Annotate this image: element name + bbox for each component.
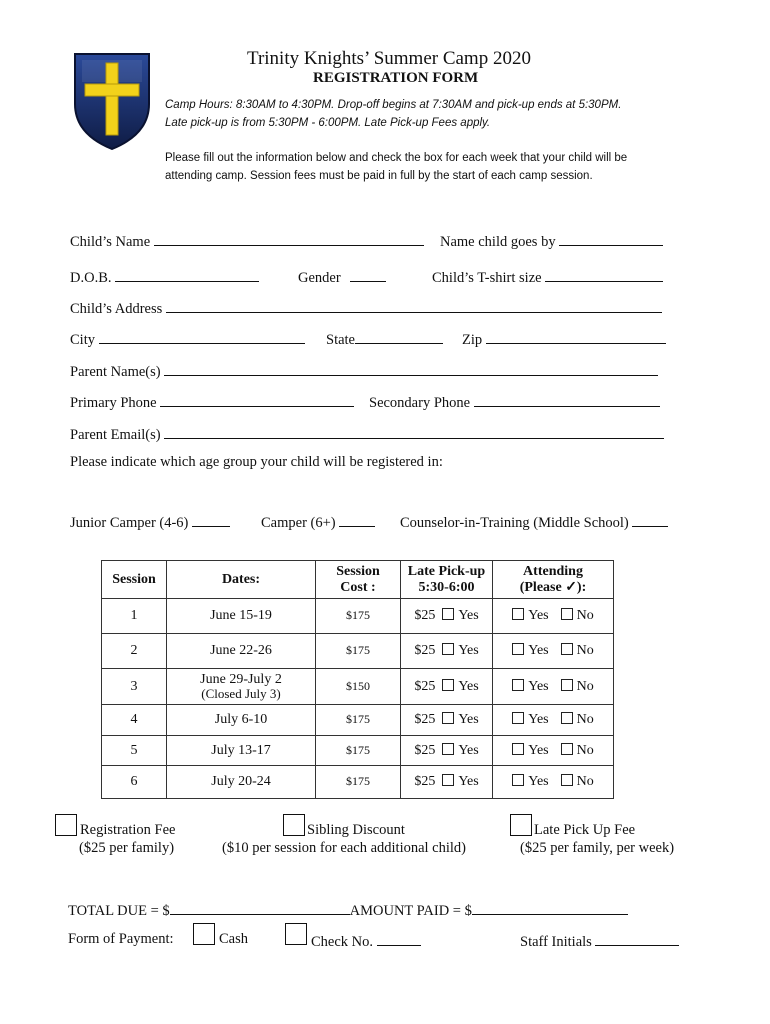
late-pickup-cell xyxy=(401,766,493,799)
instructions-line2: attending camp. Session fees must be paid in full by the start of each camp session. xyxy=(165,170,593,182)
total-due-field[interactable] xyxy=(68,900,628,920)
late-pickup-yes-label: Yes xyxy=(458,774,479,789)
address-line[interactable] xyxy=(166,298,662,313)
attending-cell xyxy=(493,634,614,669)
total-due-line[interactable] xyxy=(170,900,350,915)
parent-emails-line[interactable] xyxy=(164,424,664,439)
sibling-discount-checkbox[interactable] xyxy=(283,814,305,836)
camper-line[interactable] xyxy=(339,512,375,527)
late-pickup-fee: $25 xyxy=(414,712,436,727)
session-dates-cell xyxy=(167,669,316,705)
city-label: City xyxy=(70,332,95,348)
session-number-cell xyxy=(102,599,167,634)
tshirt-label: Child’s T-shirt size xyxy=(432,270,542,286)
session-dates-cell xyxy=(167,705,316,736)
parent-emails-field[interactable] xyxy=(70,424,664,444)
header-attend-line1: Attending xyxy=(523,563,583,579)
header-cost-line2: Cost : xyxy=(340,579,376,595)
cash-checkbox[interactable] xyxy=(193,923,215,945)
city-field[interactable] xyxy=(70,329,305,349)
cit-option[interactable] xyxy=(400,512,668,532)
session-dates: July 20-24 xyxy=(211,774,271,789)
late-pickup-cell xyxy=(401,705,493,736)
attending-yes-label: Yes xyxy=(528,678,549,694)
form-of-payment-label: Form of Payment: xyxy=(68,931,174,947)
session-cost-cell xyxy=(316,736,401,766)
late-pickup-cell xyxy=(401,736,493,766)
session-number-cell xyxy=(102,766,167,799)
late-pickup-yes-checkbox[interactable] xyxy=(442,712,454,724)
header-dates: Dates: xyxy=(167,561,316,599)
session-cost: $175 xyxy=(346,608,370,622)
header-cost-line1: Session xyxy=(336,563,380,579)
late-pickup-yes-label: Yes xyxy=(458,678,479,694)
state-line[interactable] xyxy=(355,329,443,344)
state-label: State xyxy=(326,332,355,348)
session-cost: $175 xyxy=(346,712,370,726)
header-attending xyxy=(493,561,614,599)
attending-no-label: No xyxy=(576,712,594,727)
attending-cell xyxy=(493,669,614,705)
attending-yes-checkbox[interactable] xyxy=(512,774,524,786)
attending-no-checkbox[interactable] xyxy=(561,712,573,724)
amount-paid-line[interactable] xyxy=(472,900,628,915)
check-number-field[interactable] xyxy=(311,931,421,951)
header-attend-line2: (Please ✓): xyxy=(519,579,587,595)
child-name-label: Child’s Name xyxy=(70,234,151,250)
session-cost: $150 xyxy=(346,678,370,693)
tshirt-line[interactable] xyxy=(545,267,663,282)
session-dates: June 29-July 2 xyxy=(200,672,282,687)
table-row xyxy=(102,705,614,736)
staff-initials-label: Staff Initials xyxy=(520,934,592,950)
header-late-line1: Late Pick-up xyxy=(407,563,486,579)
attending-yes-label: Yes xyxy=(528,742,549,758)
address-label: Child’s Address xyxy=(70,301,163,317)
child-name-field[interactable] xyxy=(70,231,424,251)
session-cost: $175 xyxy=(346,774,370,788)
secondary-phone-label: Secondary Phone xyxy=(369,395,471,411)
attending-no-checkbox[interactable] xyxy=(561,743,573,755)
attending-cell xyxy=(493,705,614,736)
zip-field[interactable] xyxy=(462,329,666,349)
crest-logo xyxy=(72,52,152,150)
junior-camper-option[interactable] xyxy=(70,512,230,532)
session-dates-cell xyxy=(167,736,316,766)
session-dates: July 13-17 xyxy=(211,742,271,758)
dob-line[interactable] xyxy=(115,267,259,282)
form-title: Trinity Knights’ Summer Camp 2020 xyxy=(247,48,531,69)
session-note: (Closed July 3) xyxy=(201,686,281,701)
attending-no-checkbox[interactable] xyxy=(561,608,573,620)
check-checkbox[interactable] xyxy=(285,923,307,945)
registration-fee-label: Registration Fee xyxy=(80,822,176,838)
check-number-label: Check No. xyxy=(311,934,374,950)
gender-line[interactable] xyxy=(350,267,386,282)
table-row xyxy=(102,766,614,799)
camp-hours xyxy=(165,96,621,132)
late-pickup-fee: $25 xyxy=(414,608,436,623)
attending-no-label: No xyxy=(576,643,594,658)
sibling-discount-label: Sibling Discount xyxy=(307,822,405,838)
late-pickup-yes-label: Yes xyxy=(458,712,479,727)
registration-fee-detail: ($25 per family) xyxy=(79,840,175,856)
table-row xyxy=(102,669,614,705)
parent-names-field[interactable] xyxy=(70,361,658,381)
name-goes-by-field[interactable] xyxy=(440,231,663,251)
session-number: 2 xyxy=(130,643,138,658)
staff-initials-line[interactable] xyxy=(595,931,679,946)
attending-yes-label: Yes xyxy=(528,643,549,658)
parent-emails-label: Parent Email(s) xyxy=(70,427,161,443)
table-header-row xyxy=(102,561,614,599)
instructions-line1: Please fill out the information below and check the box for each week that your child will be xyxy=(165,152,628,164)
name-goes-by-line[interactable] xyxy=(559,231,663,246)
attending-yes-checkbox[interactable] xyxy=(512,643,524,655)
table-row xyxy=(102,599,614,634)
attending-yes-checkbox[interactable] xyxy=(512,679,524,691)
attending-yes-checkbox[interactable] xyxy=(512,712,524,724)
attending-no-checkbox[interactable] xyxy=(561,643,573,655)
city-line[interactable] xyxy=(99,329,305,344)
session-dates-cell xyxy=(167,634,316,669)
junior-camper-line[interactable] xyxy=(192,512,230,527)
session-cost-cell xyxy=(316,705,401,736)
registration-fee-checkbox[interactable] xyxy=(55,814,77,836)
session-number-cell xyxy=(102,669,167,705)
late-pickup-fee-detail: ($25 per family, per week) xyxy=(520,840,675,856)
session-dates-cell xyxy=(167,766,316,799)
staff-initials-field[interactable] xyxy=(520,931,679,951)
attending-yes-label: Yes xyxy=(528,608,549,623)
session-dates: June 22-26 xyxy=(210,643,272,658)
session-table xyxy=(101,560,614,799)
late-pickup-yes-checkbox[interactable] xyxy=(442,608,454,620)
primary-phone-line[interactable] xyxy=(160,392,354,407)
form-subtitle: REGISTRATION FORM xyxy=(313,70,479,86)
late-pickup-fee-label: Late Pick Up Fee xyxy=(534,822,636,838)
gender-label: Gender xyxy=(298,270,341,286)
cash-label: Cash xyxy=(219,931,248,947)
late-pickup-fee: $25 xyxy=(414,678,436,694)
attending-cell xyxy=(493,736,614,766)
age-group-prompt: Please indicate which age group your child will be registered in: xyxy=(70,454,443,470)
late-pickup-yes-label: Yes xyxy=(458,742,479,758)
attending-yes-checkbox[interactable] xyxy=(512,743,524,755)
session-cost-cell xyxy=(316,766,401,799)
zip-label: Zip xyxy=(462,332,483,348)
late-pickup-fee-checkbox[interactable] xyxy=(510,814,532,836)
session-cost-cell xyxy=(316,634,401,669)
late-pickup-fee: $25 xyxy=(414,742,436,758)
camper-label: Camper (6+) xyxy=(261,515,336,531)
session-dates: July 6-10 xyxy=(214,712,268,727)
child-name-line[interactable] xyxy=(154,231,424,246)
attending-yes-checkbox[interactable] xyxy=(512,608,524,620)
check-number-line[interactable] xyxy=(377,931,421,946)
attending-yes-label: Yes xyxy=(528,774,549,789)
attending-no-label: No xyxy=(576,742,594,758)
camp-hours-line2: Late pick-up is from 5:30PM - 6:00PM. Late Pick-up Fees apply. xyxy=(165,117,491,129)
session-number: 5 xyxy=(130,742,138,758)
session-number: 4 xyxy=(130,712,138,727)
late-pickup-yes-checkbox[interactable] xyxy=(442,679,454,691)
camp-hours-line1: Camp Hours: 8:30AM to 4:30PM. Drop-off begins at 7:30AM and pick-up ends at 5:30PM. xyxy=(165,99,622,111)
address-field[interactable] xyxy=(70,298,662,318)
gender-field[interactable] xyxy=(298,267,386,287)
attending-cell xyxy=(493,766,614,799)
late-pickup-fee: $25 xyxy=(414,643,436,658)
primary-phone-label: Primary Phone xyxy=(70,395,157,411)
header-late-pickup xyxy=(401,561,493,599)
table-row xyxy=(102,736,614,766)
session-cost: $175 xyxy=(346,643,370,657)
late-pickup-cell xyxy=(401,669,493,705)
attending-no-label: No xyxy=(576,774,594,789)
late-pickup-fee: $25 xyxy=(414,774,436,789)
tshirt-field[interactable] xyxy=(432,267,663,287)
session-cost-cell xyxy=(316,599,401,634)
session-number-cell xyxy=(102,634,167,669)
attending-cell xyxy=(493,599,614,634)
parent-names-line[interactable] xyxy=(164,361,658,376)
amount-paid-label: AMOUNT PAID = $ xyxy=(349,903,472,919)
camper-option[interactable] xyxy=(261,512,375,532)
dob-field[interactable] xyxy=(70,267,259,287)
session-dates: June 15-19 xyxy=(210,608,272,623)
late-pickup-yes-checkbox[interactable] xyxy=(442,774,454,786)
attending-no-checkbox[interactable] xyxy=(561,774,573,786)
secondary-phone-line[interactable] xyxy=(474,392,660,407)
attending-no-label: No xyxy=(576,678,594,694)
late-pickup-yes-label: Yes xyxy=(458,608,479,623)
table-row xyxy=(102,634,614,669)
total-due-label: TOTAL DUE = $ xyxy=(68,903,170,919)
zip-line[interactable] xyxy=(486,329,666,344)
session-number: 1 xyxy=(130,608,138,623)
session-number-cell xyxy=(102,705,167,736)
session-number: 3 xyxy=(130,678,138,694)
late-pickup-yes-checkbox[interactable] xyxy=(442,643,454,655)
session-cost-cell xyxy=(316,669,401,705)
session-number-cell xyxy=(102,736,167,766)
late-pickup-yes-checkbox[interactable] xyxy=(442,743,454,755)
junior-camper-label: Junior Camper (4-6) xyxy=(70,515,189,531)
late-pickup-cell xyxy=(401,634,493,669)
instructions xyxy=(165,149,627,185)
cit-line[interactable] xyxy=(632,512,668,527)
name-goes-by-label: Name child goes by xyxy=(440,234,556,250)
cit-label: Counselor-in-Training (Middle School) xyxy=(400,515,629,531)
dob-label: D.O.B. xyxy=(70,270,112,286)
attending-yes-label: Yes xyxy=(528,712,549,727)
header-late-line2: 5:30-6:00 xyxy=(418,579,475,595)
header-cost xyxy=(316,561,401,599)
attending-no-checkbox[interactable] xyxy=(561,679,573,691)
header-session: Session xyxy=(102,561,167,599)
sibling-discount-detail: ($10 per session for each additional child) xyxy=(222,840,467,856)
state-field[interactable] xyxy=(326,329,443,349)
session-number: 6 xyxy=(130,774,138,789)
attending-no-label: No xyxy=(576,608,594,623)
primary-phone-field[interactable] xyxy=(70,392,354,412)
late-pickup-yes-label: Yes xyxy=(458,643,479,658)
late-pickup-cell xyxy=(401,599,493,634)
parent-names-label: Parent Name(s) xyxy=(70,364,161,380)
session-cost: $175 xyxy=(346,742,370,757)
secondary-phone-field[interactable] xyxy=(369,392,660,412)
session-dates-cell xyxy=(167,599,316,634)
